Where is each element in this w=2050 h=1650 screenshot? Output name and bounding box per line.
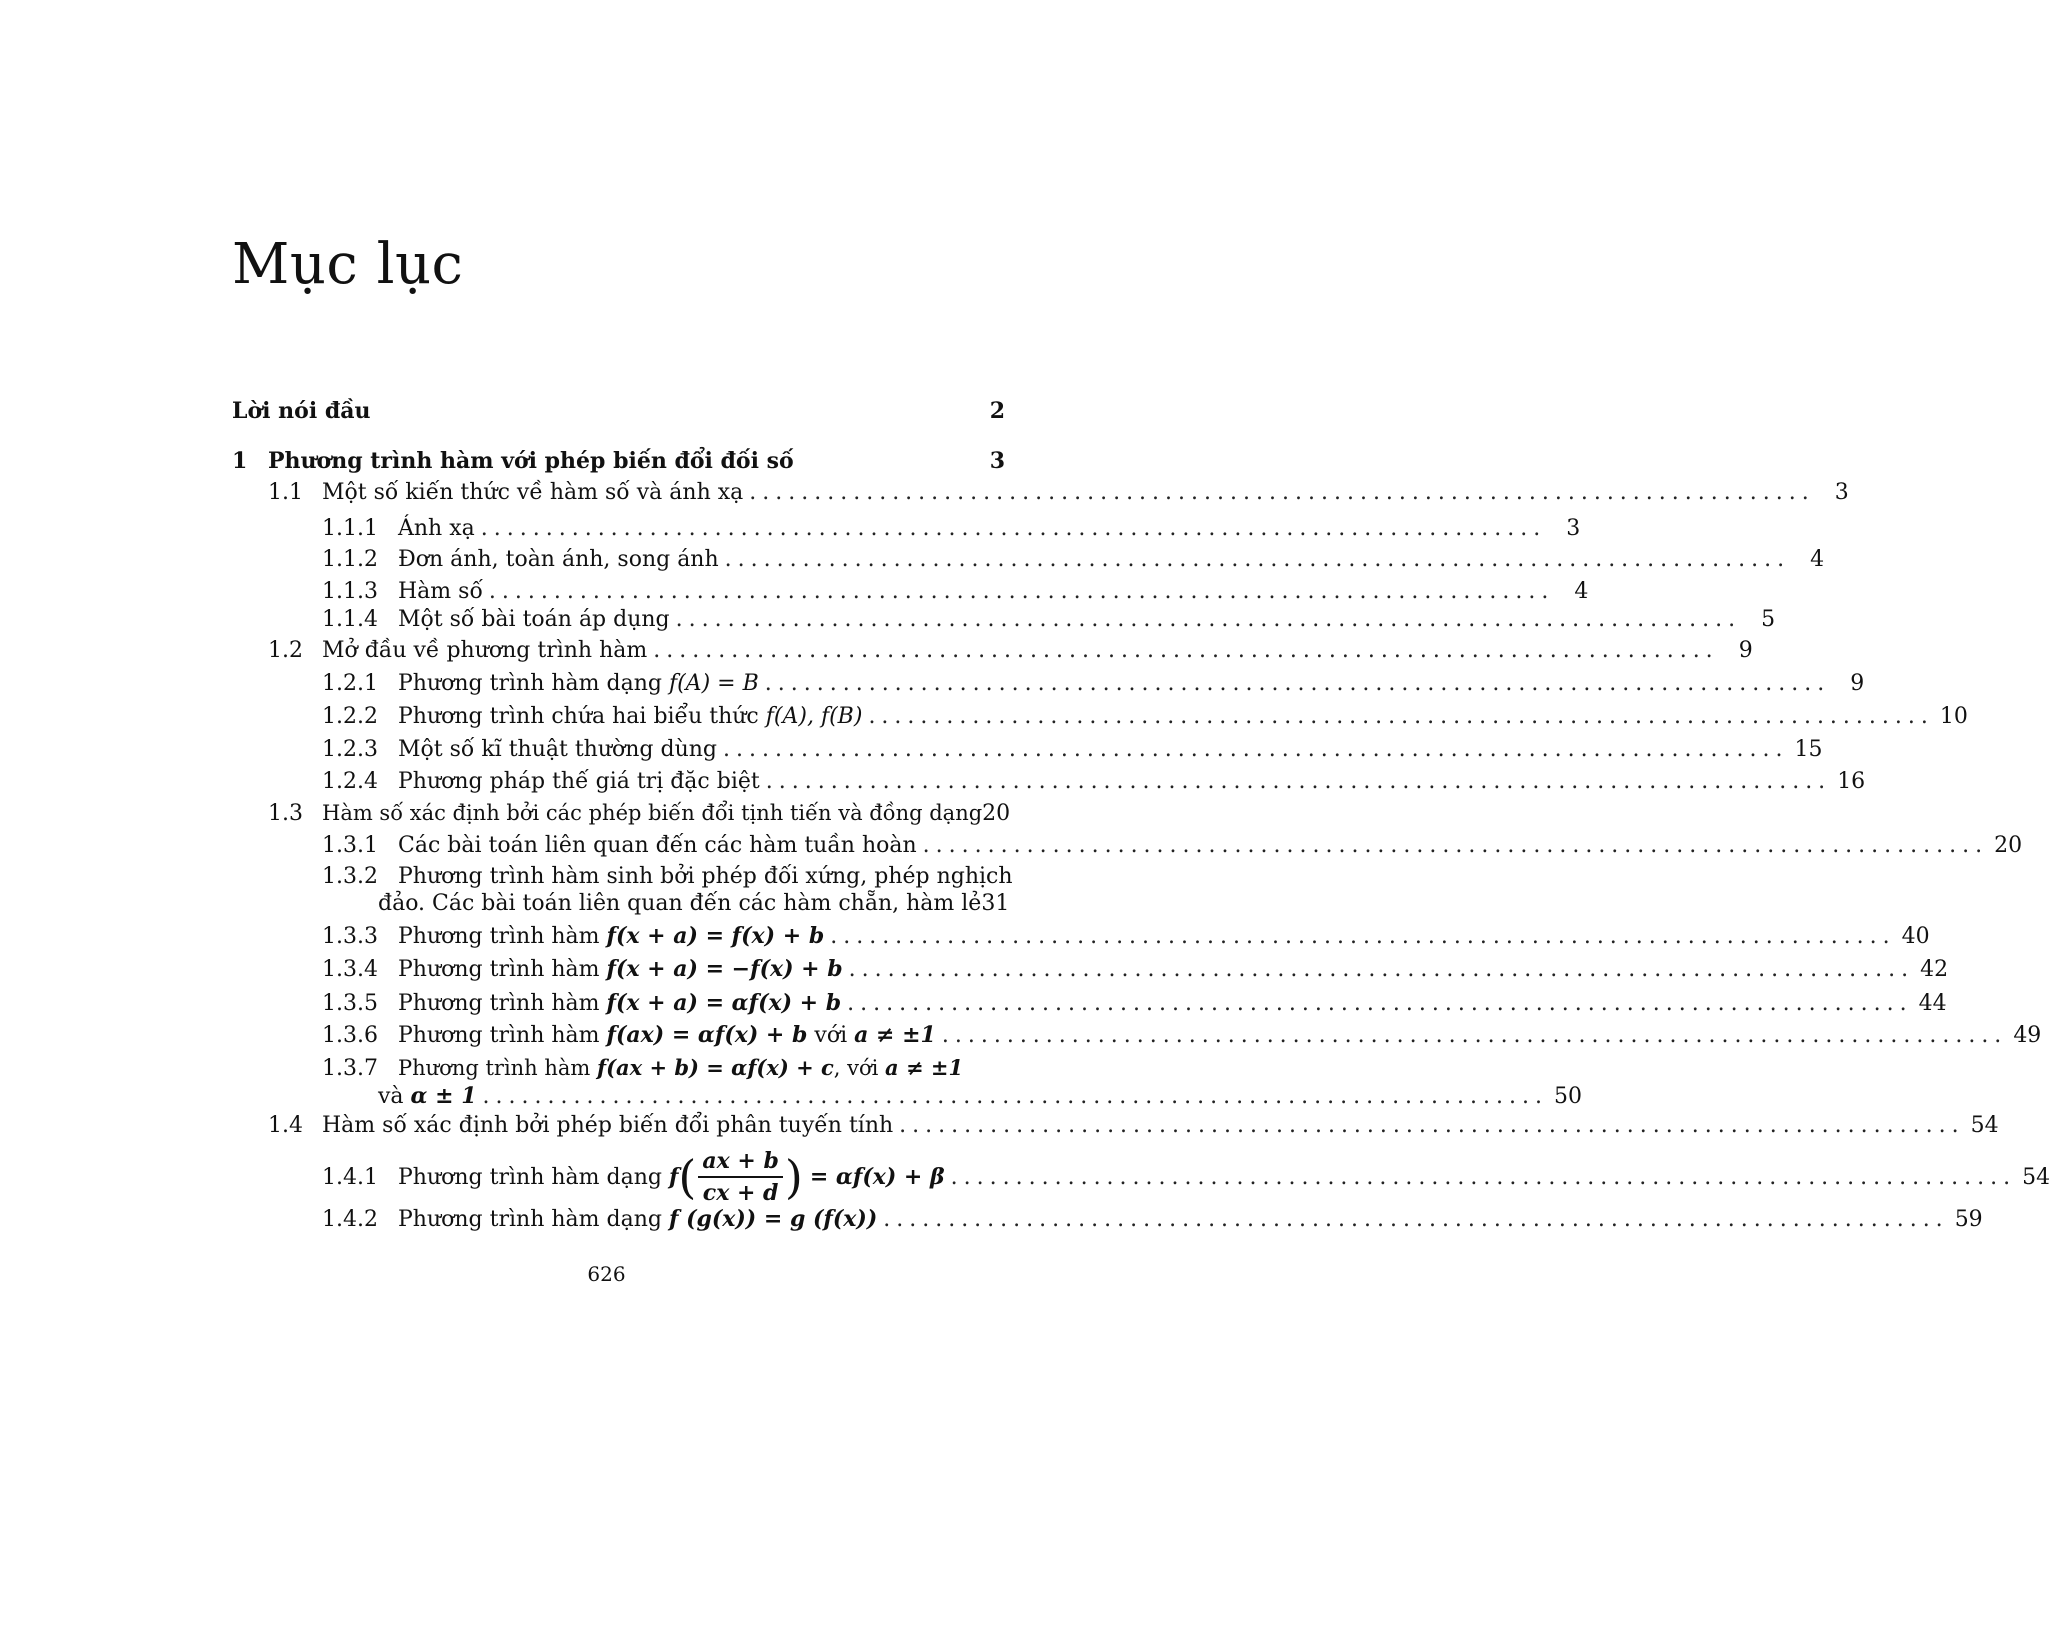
dot-leader: ..................................................................................: [922, 833, 1989, 858]
fraction-denominator: cx + d: [702, 1180, 779, 1206]
toc-page-number: 20: [982, 801, 1011, 826]
toc-entry-number: 1.1.4: [322, 607, 378, 632]
toc-page-number: 2: [989, 398, 1005, 424]
toc-entry-title: Phương trình hàm dạng f(A) = B: [398, 671, 759, 696]
toc-entry-preface[interactable]: [232, 398, 1005, 432]
dot-leader: ..................................................................................: [480, 516, 1547, 541]
toc-entry-title: Phương trình chứa hai biểu thức f(A), f(B): [398, 704, 863, 729]
toc-entry-1-2-3[interactable]: [232, 737, 1823, 771]
toc-entry-title: Đơn ánh, toàn ánh, song ánh: [398, 547, 719, 572]
toc-page-number: 4: [1574, 579, 1589, 604]
toc-entry-1-4-1[interactable]: [232, 1144, 2050, 1210]
toc-entry-1-1[interactable]: [232, 480, 1849, 514]
toc-entry-number: 1.3.3: [322, 924, 378, 949]
toc-entry-title: Phương trình hàm f(ax) = αf(x) + b với a ≠ ±1: [398, 1022, 936, 1048]
dot-leader: ..................................................................................: [830, 924, 1896, 949]
toc-page-number: 50: [1554, 1084, 1582, 1109]
toc-entry-number: 1.4.2: [322, 1207, 378, 1232]
dot-leader: ..................................................................................: [765, 769, 1832, 794]
toc-entry-1-4[interactable]: [232, 1113, 1999, 1147]
toc-page-number: 9: [1738, 638, 1753, 663]
math-expression: a ≠ ±1: [885, 1055, 964, 1080]
toc-page-number: 49: [2013, 1023, 2042, 1048]
toc-entry-1-2-2[interactable]: [232, 704, 1968, 738]
toc-entry-number: 1.1.1: [322, 516, 378, 541]
toc-page-number: 3: [1834, 480, 1849, 505]
toc-page-number: 4: [1810, 547, 1825, 572]
math-expression: f(x + a) = αf(x) + b: [606, 990, 842, 1016]
dot-leader: ..................................................................................: [899, 1113, 1965, 1138]
toc-entry-1-2[interactable]: [232, 638, 1753, 672]
dot-leader: ..................................................................................: [941, 1023, 2008, 1048]
page-title: Mục lục: [232, 232, 464, 297]
toc-entry-number: 1.3.2: [322, 864, 378, 889]
math-expression: f(x + a) = −f(x) + b: [606, 956, 843, 982]
toc-entry-number: 1.4: [268, 1113, 303, 1138]
toc-page-number: 15: [1794, 737, 1823, 762]
toc-entry-title: Hàm số: [398, 579, 483, 604]
toc-entry-number: 1.3.6: [322, 1023, 378, 1048]
math-expression: = αf(x) + β: [809, 1164, 945, 1190]
toc-entry-title-line-1: Phương trình hàm sinh bởi phép đối xứng, phép nghịch: [398, 864, 1013, 889]
dot-leader: ..................................................................................: [950, 1164, 2017, 1190]
math-expression: f(ax) = αf(x) + b: [606, 1022, 808, 1048]
toc-entry-title: Lời nói đầu: [232, 398, 371, 424]
toc-page-number: 40: [1901, 924, 1930, 949]
toc-entry-number: 1.2.4: [322, 769, 378, 794]
toc-page-number: 54: [1970, 1113, 1999, 1138]
toc-entry-title: Phương trình hàm với phép biến đổi đối số: [268, 448, 794, 474]
toc-entry-number: 1.2.3: [322, 737, 378, 762]
toc-entry-1-3-5[interactable]: [232, 990, 1947, 1024]
toc-entry-title: Phương trình hàm dạng f ( $\frac{ax + b}{cx + d}$ ) = αf(x) + β: [398, 1148, 945, 1206]
toc-page-number: 42: [1920, 957, 1949, 982]
toc-entry-1-2-1[interactable]: [232, 671, 1865, 705]
dot-leader: ..................................................................................: [883, 1207, 1949, 1232]
toc-entry-number: 1.1: [268, 480, 303, 505]
toc-entry-title: Mở đầu về phương trình hàm: [322, 638, 648, 663]
toc-entry-1-3-1[interactable]: [232, 833, 2023, 867]
dot-leader: ..................................................................................: [764, 671, 1831, 696]
toc-entry-number: 1.3.4: [322, 957, 378, 982]
toc-entry-number: 1.2.2: [322, 704, 378, 729]
math-expression: f(A), f(B): [765, 704, 863, 729]
toc-entry-title: Ánh xạ: [398, 516, 475, 541]
dot-leader: ..................................................................................: [749, 480, 1815, 505]
fraction-numerator: ax + b: [698, 1148, 783, 1178]
math-expression: a ≠ ±1: [854, 1022, 936, 1048]
toc-entry-number: 1: [232, 448, 248, 474]
toc-page-number: 3: [1566, 516, 1581, 541]
toc-entry-1-4-2[interactable]: [232, 1206, 1983, 1240]
toc-entry-1-1-1[interactable]: [232, 516, 1581, 550]
toc-entry-title: Phương pháp thế giá trị đặc biệt: [398, 769, 760, 794]
fraction: [698, 1148, 783, 1206]
math-expression: f(ax + b) = αf(x) + c: [597, 1055, 834, 1080]
dot-leader: ..................................................................................: [653, 638, 1719, 663]
dot-leader: ..................................................................................: [848, 957, 1915, 982]
toc-entry-title: Phương trình hàm f(x + a) = −f(x) + b: [398, 956, 843, 982]
toc-entry-number: 1.4.1: [322, 1164, 378, 1190]
toc-entry-title: Một số bài toán áp dụng: [398, 607, 670, 632]
toc-entry-1-3-7-continued[interactable]: [378, 1083, 1582, 1117]
toc-entry-number: 1.1.3: [322, 579, 378, 604]
toc-page-number: 31: [981, 891, 1010, 916]
toc-entry-title: Một số kĩ thuật thường dùng: [398, 737, 718, 762]
math-expression: f: [668, 1164, 679, 1190]
page-number-footer: 626: [587, 1262, 626, 1286]
toc-entry-title: Phương trình hàm f(x + a) = αf(x) + b: [398, 990, 842, 1016]
toc-entry-number: 1.3.7: [322, 1056, 378, 1081]
toc-page-number: 20: [1994, 833, 2023, 858]
toc-entry-title: Một số kiến thức về hàm số và ánh xạ: [322, 480, 744, 505]
toc-entry-1-1-4[interactable]: [232, 607, 1776, 641]
dot-leader: ..................................................................................: [847, 991, 1913, 1016]
math-expression: α ± 1: [410, 1083, 477, 1109]
toc-entry-1-1-2[interactable]: [232, 547, 1825, 581]
toc-entry-title: Hàm số xác định bởi các phép biến đổi tịnh tiến và đồng dạng: [322, 801, 983, 825]
toc-entry-number: 1.3.5: [322, 991, 378, 1016]
toc-entry-number: 1.2: [268, 638, 303, 663]
toc-entry-title: Hàm số xác định bởi phép biến đổi phân tuyến tính: [322, 1113, 894, 1138]
dot-leader: ..................................................................................: [675, 607, 1742, 632]
math-expression: f(A) = B: [668, 671, 759, 696]
toc-page-number: 3: [989, 448, 1005, 474]
dot-leader: ..................................................................................: [488, 579, 1555, 604]
dot-leader: ..................................................................................: [868, 704, 1934, 729]
toc-entry-1-3-2-continued[interactable]: [378, 891, 1010, 925]
toc-page-number: 44: [1918, 991, 1947, 1016]
math-expression: f (g(x)) = g (f(x)): [668, 1206, 878, 1232]
math-expression: f(x + a) = f(x) + b: [606, 923, 825, 949]
toc-entry-title: Phương trình hàm dạng f (g(x)) = g (f(x)): [398, 1206, 878, 1232]
toc-entry-number: 1.3.1: [322, 833, 378, 858]
toc-entry-1-3-3[interactable]: [232, 923, 1930, 957]
dot-leader: ..................................................................................: [723, 737, 1789, 762]
toc-entry-title-line-1: Phương trình hàm f(ax + b) = αf(x) + c, với a ≠ ±1: [398, 1055, 964, 1080]
toc-entry-number: 1.1.2: [322, 547, 378, 572]
dot-leader: ..................................................................................: [482, 1084, 1548, 1109]
toc-page-number: 16: [1837, 769, 1866, 794]
toc-page-number: 59: [1954, 1207, 1983, 1232]
toc-entry-title: Phương trình hàm f(x + a) = f(x) + b: [398, 923, 825, 949]
dot-leader: ..................................................................................: [724, 547, 1791, 572]
toc-entry-chapter-1[interactable]: [232, 448, 1005, 482]
toc-entry-1-3-6[interactable]: [232, 1022, 2042, 1056]
toc-page-number: 10: [1939, 704, 1968, 729]
toc-page-number: 9: [1850, 671, 1865, 696]
toc-entry-number: 1.3: [268, 801, 303, 826]
toc-entry-1-3-4[interactable]: [232, 956, 1949, 990]
toc-entry-1-3[interactable]: [232, 801, 1011, 835]
toc-entry-title-line-2: đảo. Các bài toán liên quan đến các hàm chẵn, hàm lẻ: [378, 891, 982, 916]
toc-entry-1-2-4[interactable]: [232, 769, 1866, 803]
toc-entry-number: 1.2.1: [322, 671, 378, 696]
toc-entry-title: Các bài toán liên quan đến các hàm tuần hoàn: [398, 833, 917, 858]
toc-page-number: 54: [2022, 1164, 2050, 1190]
toc-page-number: 5: [1761, 607, 1776, 632]
toc-entry-title-line-2: và α ± 1: [378, 1083, 477, 1109]
